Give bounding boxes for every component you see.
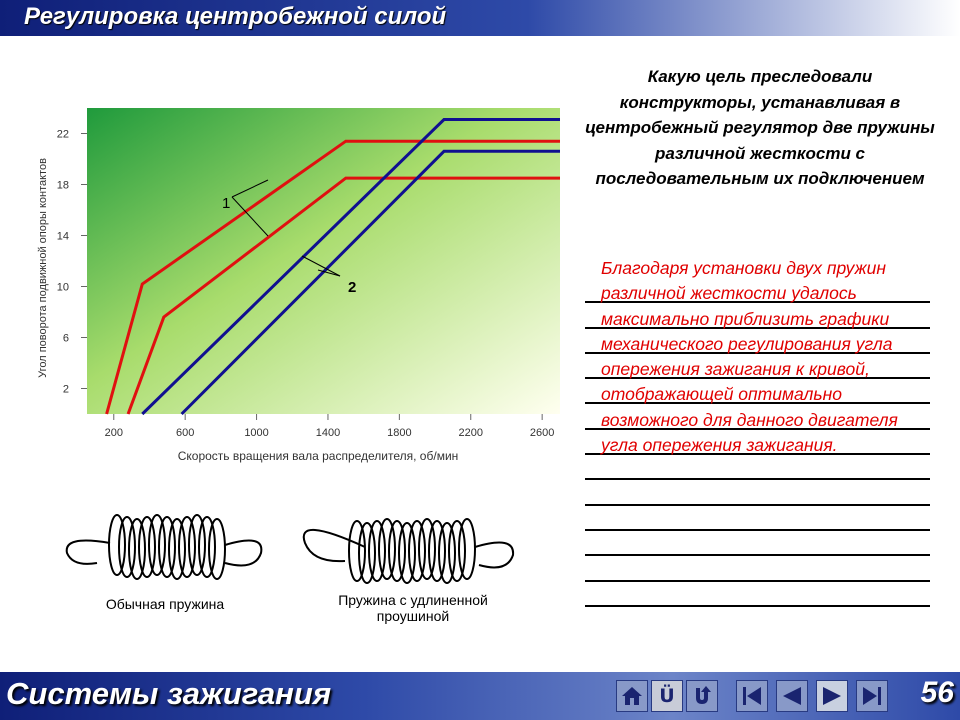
annotation-2: 2 bbox=[348, 279, 357, 296]
footer-title: Системы зажигания bbox=[6, 676, 332, 711]
answer-line bbox=[585, 480, 930, 505]
slide-title: Регулировка центробежной силой bbox=[24, 3, 447, 30]
y-tick-label: 14 bbox=[56, 230, 69, 243]
x-tick-label: 200 bbox=[104, 427, 123, 439]
arrow-left-icon bbox=[780, 684, 804, 708]
normal-spring-label: Обычная пружина bbox=[105, 596, 225, 612]
y-tick-label: 22 bbox=[56, 128, 69, 141]
extended-spring-icon bbox=[304, 519, 513, 583]
symbol-button[interactable] bbox=[651, 680, 683, 712]
x-tick-label: 600 bbox=[175, 427, 195, 439]
y-axis-label: Угол поворота подвижной опоры контактов bbox=[37, 158, 49, 378]
arrow-right-icon bbox=[820, 684, 844, 708]
first-slide-button[interactable] bbox=[736, 680, 768, 712]
return-icon bbox=[690, 684, 714, 708]
normal-spring-icon bbox=[67, 515, 262, 579]
home-button[interactable] bbox=[616, 680, 648, 712]
return-button[interactable] bbox=[686, 680, 718, 712]
annotation-1: 1 bbox=[222, 195, 231, 212]
extended-spring-label: Пружина с удлиненной проушиной bbox=[338, 592, 488, 624]
x-tick-label: 1000 bbox=[244, 427, 269, 439]
y-tick-label: 6 bbox=[62, 332, 69, 345]
next-button[interactable] bbox=[816, 680, 848, 712]
page-number: 56 bbox=[920, 676, 954, 709]
answer-text: Благодаря установки двух пружин различной жесткости удалось максимально приблизить графики механического регулирования угла опережения зажигания к кривой, отображающей оптимально возможного для данного двигателя угла опережения зажигания. bbox=[601, 258, 898, 456]
x-tick-label: 2600 bbox=[529, 427, 555, 439]
y-tick-label: 18 bbox=[56, 179, 69, 192]
plot-area bbox=[87, 108, 560, 414]
skip-forward-icon bbox=[860, 684, 884, 708]
last-slide-button[interactable] bbox=[856, 680, 888, 712]
answer-line bbox=[585, 506, 930, 531]
answer-line bbox=[585, 556, 930, 581]
x-tick-label: 2200 bbox=[458, 427, 483, 439]
y-tick-label: 2 bbox=[62, 383, 69, 396]
home-icon bbox=[620, 684, 644, 708]
question-text: Какую цель преследовали конструкторы, устанавливая в центробежный регулятор две пружины различной жесткости с последовательным их подключением bbox=[585, 67, 935, 188]
answer-line bbox=[585, 455, 930, 480]
x-tick-label: 1800 bbox=[387, 427, 412, 439]
x-tick-label: 1400 bbox=[315, 427, 341, 439]
chart bbox=[0, 96, 580, 476]
x-axis-label: Скорость вращения вала распределителя, об/мин bbox=[177, 449, 459, 463]
nav-symbol: Ü bbox=[659, 685, 675, 707]
skip-back-icon bbox=[740, 684, 764, 708]
y-tick-label: 10 bbox=[56, 281, 69, 294]
answer-line bbox=[585, 582, 930, 607]
answer-line bbox=[585, 531, 930, 556]
previous-button[interactable] bbox=[776, 680, 808, 712]
